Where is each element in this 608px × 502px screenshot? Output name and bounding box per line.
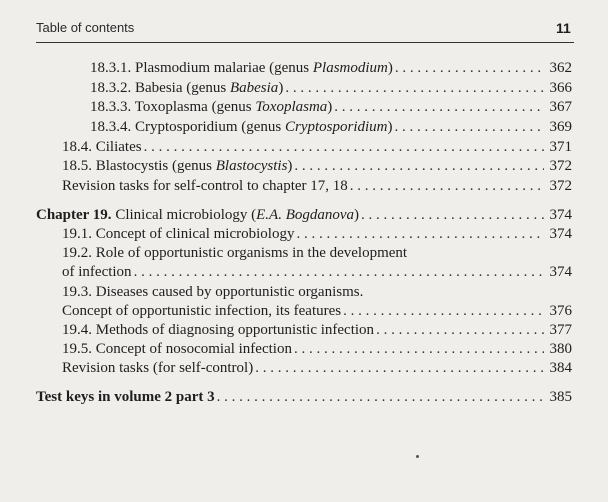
leader-dots	[294, 339, 544, 359]
toc-entry-18-3-1[interactable]: 18.3.1. Plasmodium malariae (genus Plasmodium) . . . 362	[90, 58, 572, 78]
toc-entry-19-2-line1[interactable]: 19.2. Role of opportunistic organisms in the development	[62, 245, 408, 261]
leader-dots	[217, 387, 544, 407]
toc-entry-19-3[interactable]: Concept of opportunistic infection, its features . . . 376	[62, 301, 572, 321]
toc-entry-chapter-19[interactable]: Chapter 19. Clinical microbiology (E.A. Bogdanova) . . . 374	[36, 205, 572, 225]
toc-entry-18-4[interactable]: 18.4. Ciliates . . . 371	[62, 137, 572, 157]
leader-dots	[285, 78, 544, 98]
toc-page-number: 369	[549, 119, 572, 135]
leader-dots	[294, 156, 544, 176]
leader-dots	[134, 262, 544, 282]
toc-page-number: 374	[549, 207, 572, 223]
toc-entry-revision-19[interactable]: Revision tasks (for self-control) . . . 384	[62, 358, 572, 378]
leader-dots	[255, 358, 544, 378]
toc-page-number: 367	[549, 99, 572, 115]
leader-dots	[395, 117, 544, 137]
toc-page-number: 374	[549, 226, 572, 242]
toc-page-number: 374	[549, 264, 572, 280]
leader-dots	[361, 205, 544, 225]
toc-entry-18-3-3[interactable]: 18.3.3. Toxoplasma (genus Toxoplasma) . . . 367	[90, 97, 572, 117]
toc-entry-19-4[interactable]: 19.4. Methods of diagnosing opportunistic infection . . . 377	[62, 320, 572, 340]
leader-dots	[395, 58, 544, 78]
page-number: 11	[556, 20, 571, 36]
toc-page-number: 377	[549, 322, 572, 338]
toc-page-number: 385	[549, 389, 572, 405]
toc-entry-19-2[interactable]: of infection . . . 374	[62, 262, 572, 282]
toc-page-number: 384	[549, 360, 572, 376]
toc-entry-18-5[interactable]: 18.5. Blastocystis (genus Blastocystis) . . . 372	[62, 156, 572, 176]
toc-entry-19-5[interactable]: 19.5. Concept of nosocomial infection . . . 380	[62, 339, 572, 359]
leader-dots	[343, 301, 544, 321]
toc-page-number: 366	[549, 80, 572, 96]
toc-entry-19-3-line1[interactable]: 19.3. Diseases caused by opportunistic organisms.	[62, 284, 364, 300]
toc-page-number: 372	[549, 178, 572, 194]
toc-entry-test-keys[interactable]: Test keys in volume 2 part 3 . . . 385	[36, 387, 572, 407]
toc-entry-19-1[interactable]: 19.1. Concept of clinical microbiology . . . 374	[62, 224, 572, 244]
leader-dots	[144, 137, 544, 157]
leader-dots	[376, 320, 544, 340]
toc-entry-18-3-4[interactable]: 18.3.4. Cryptosporidium (genus Cryptosporidium) . . . 369	[90, 117, 572, 137]
paper-speck	[416, 455, 419, 458]
toc-entry-18-3-2[interactable]: 18.3.2. Babesia (genus Babesia) . . . 366	[90, 78, 572, 98]
toc-page-number: 371	[549, 139, 572, 155]
leader-dots	[350, 176, 544, 196]
leader-dots	[334, 97, 544, 117]
leader-dots	[296, 224, 544, 244]
toc-page-number: 380	[549, 341, 572, 357]
running-header-title: Table of contents	[36, 20, 135, 35]
toc-entry-revision-17-18[interactable]: Revision tasks for self-control to chapter 17, 18 . . . 372	[62, 176, 572, 196]
toc-page-number: 376	[549, 303, 572, 319]
header-rule	[36, 42, 574, 43]
toc-page-number: 372	[549, 158, 572, 174]
toc-page-number: 362	[549, 60, 572, 76]
